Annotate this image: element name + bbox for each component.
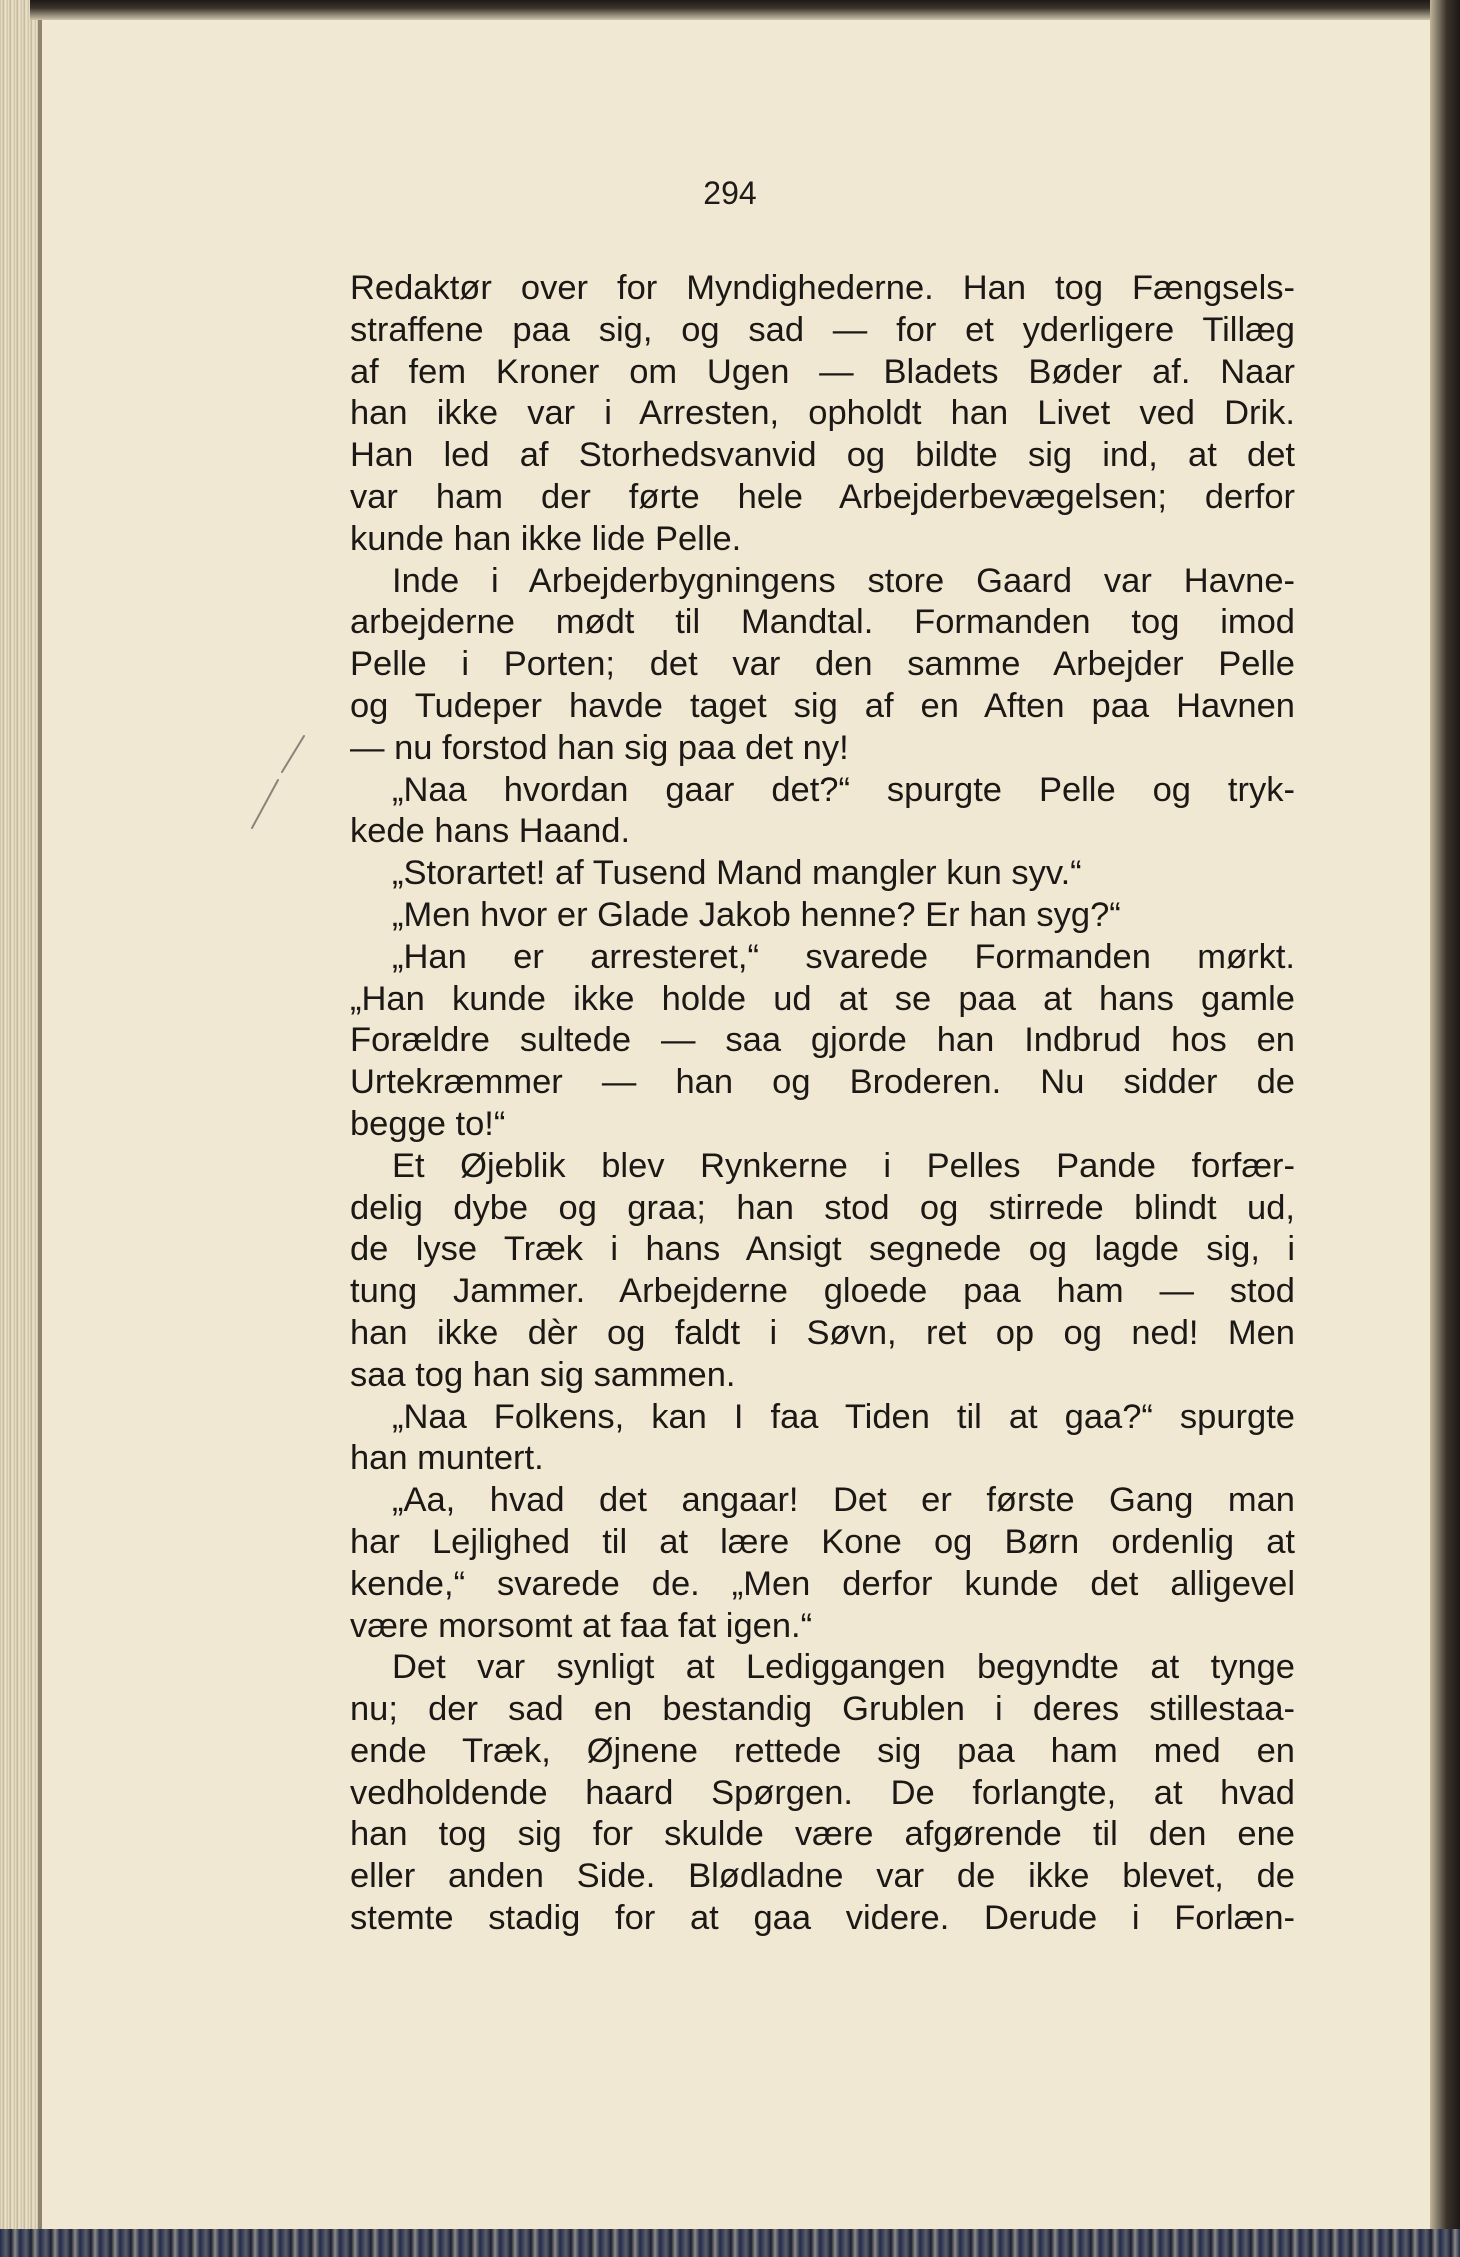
text-line: han ikke dèr og faldt i Søvn, ret op og ned! Men xyxy=(350,1313,1295,1352)
text-line: nu; der sad en bestandig Grublen i deres stillestaa- xyxy=(350,1690,1295,1729)
text-line: straffene paa sig, og sad — for et yderligere Tillæg xyxy=(350,310,1295,349)
text-line: „Aa, hvad det angaar! Det er første Gang man xyxy=(392,1481,1295,1520)
text-line: Forældre sultede — saa gjorde han Indbrud hos en xyxy=(350,1021,1295,1060)
pencil-mark-icon xyxy=(248,732,308,832)
page-stack-edge xyxy=(0,0,42,2257)
text-line: Han led af Storhedsvanvid og bildte sig ind, at det xyxy=(350,436,1295,475)
text-line: delig dybe og graa; han stod og stirrede blindt ud, xyxy=(350,1188,1295,1227)
text-line: vedholdende haard Spørgen. De forlangte, at hvad xyxy=(350,1773,1295,1812)
text-line: Pelle i Porten; det var den samme Arbejder Pelle xyxy=(350,645,1295,684)
text-line: Redaktør over for Myndighederne. Han tog Fængsels- xyxy=(350,269,1295,307)
text-line: „Naa Folkens, kan I faa Tiden til at gaa?“ spurgte xyxy=(392,1397,1295,1436)
text-line: arbejderne mødt til Mandtal. Formanden tog imod xyxy=(350,603,1295,642)
text-line: kunde han ikke lide Pelle. xyxy=(350,519,742,558)
body-text xyxy=(350,268,1295,1940)
text-line: af fem Kroner om Ugen — Bladets Bøder af. Naar xyxy=(350,352,1295,391)
text-line: han ikke var i Arresten, opholdt han Livet ved Drik. xyxy=(350,394,1295,433)
text-line: saa tog han sig sammen. xyxy=(350,1355,736,1394)
text-line: Urtekræmmer — han og Broderen. Nu sidder de xyxy=(350,1063,1295,1102)
text-line: „Han er arresteret,“ svarede Formanden mørkt. xyxy=(392,937,1295,976)
right-page-edge xyxy=(1430,0,1460,2257)
text-line: „Storartet! af Tusend Mand mangler kun syv.“ xyxy=(392,854,1082,893)
text-line: han muntert. xyxy=(350,1439,544,1478)
text-line: stemte stadig for at gaa videre. Derude i Forlæn- xyxy=(350,1899,1295,1938)
text-line: ende Træk, Øjnene rettede sig paa ham med en xyxy=(350,1731,1295,1770)
text-line: og Tudeper havde taget sig af en Aften paa Havnen xyxy=(350,686,1295,725)
text-line: kede hans Haand. xyxy=(350,812,631,851)
text-line: var ham der førte hele Arbejderbevægelsen; derfor xyxy=(350,477,1295,516)
text-line: tung Jammer. Arbejderne gloede paa ham — stod xyxy=(350,1272,1295,1311)
text-line: begge to!“ xyxy=(350,1104,506,1143)
text-line: Det var synligt at Lediggangen begyndte at tynge xyxy=(392,1648,1295,1687)
text-line: kende,“ svarede de. „Men derfor kunde det alligevel xyxy=(350,1564,1295,1603)
text-line: de lyse Træk i hans Ansigt segnede og lagde sig, i xyxy=(350,1230,1295,1269)
scan-bottom-strip xyxy=(0,2229,1460,2257)
text-line: være morsomt at faa fat igen.“ xyxy=(350,1606,813,1645)
page-number: 294 xyxy=(703,175,757,211)
text-line: „Naa hvordan gaar det?“ spurgte Pelle og tryk- xyxy=(392,770,1295,809)
text-line: „Han kunde ikke holde ud at se paa at hans gamle xyxy=(350,979,1295,1018)
top-binding-edge xyxy=(30,0,1460,20)
text-line: Et Øjeblik blev Rynkerne i Pelles Pande forfær- xyxy=(392,1146,1295,1185)
text-line: har Lejlighed til at lære Kone og Børn ordenlig at xyxy=(350,1522,1295,1561)
text-line: eller anden Side. Blødladne var de ikke blevet, de xyxy=(350,1857,1295,1896)
text-line: „Men hvor er Glade Jakob henne? Er han syg?“ xyxy=(392,895,1121,934)
text-line: — nu forstod han sig paa det ny! xyxy=(350,728,849,767)
text-line: han tog sig for skulde være afgørende til den ene xyxy=(350,1815,1295,1854)
text-line: Inde i Arbejderbygningens store Gaard var Havne- xyxy=(392,561,1295,600)
